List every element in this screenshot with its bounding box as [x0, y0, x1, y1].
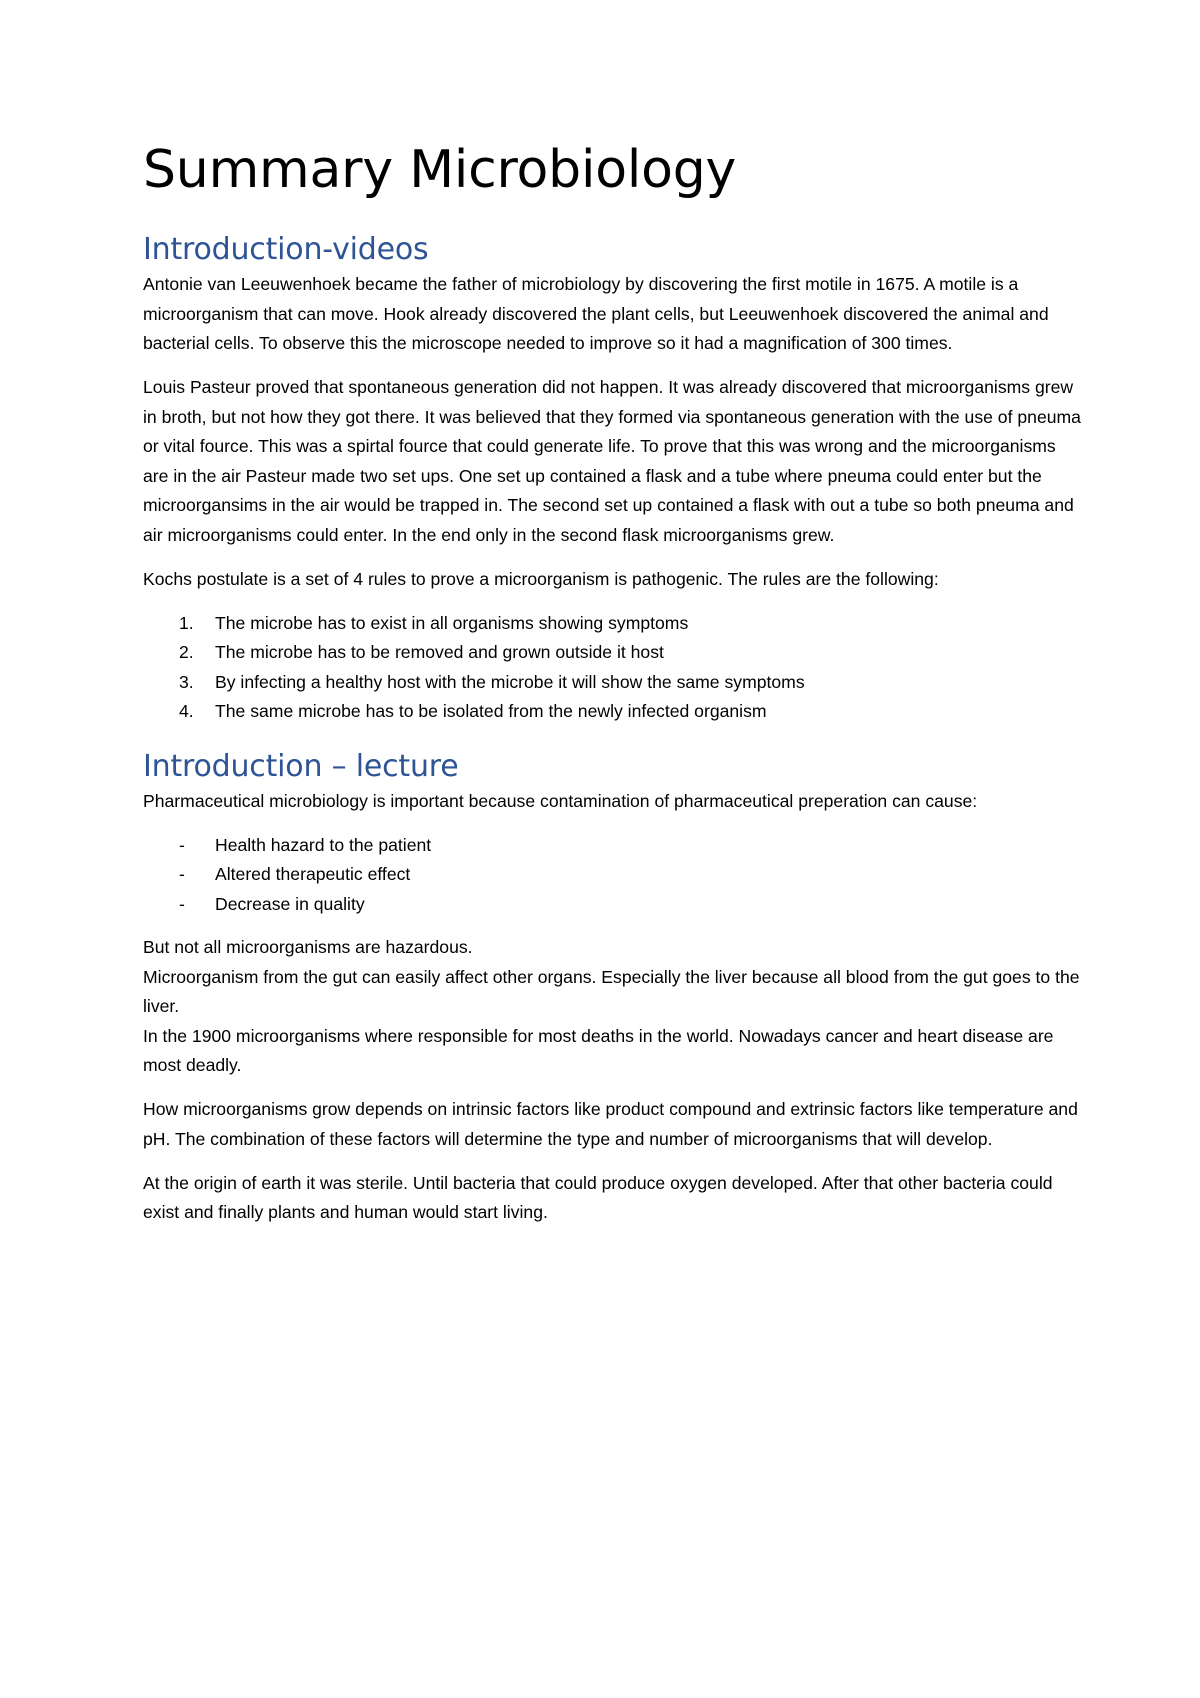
list-item	[143, 638, 1083, 668]
document-page	[143, 130, 1083, 1242]
list-item	[143, 860, 1083, 890]
list-number: 4.	[179, 701, 194, 721]
list-item-text: The microbe has to exist in all organisms showing symptoms	[215, 612, 689, 633]
list-dash: -	[179, 893, 185, 914]
list-item-text: Altered therapeutic effect	[215, 864, 411, 884]
paragraph-1900-deaths: In the 1900 microorganisms where responsible for most deaths in the world. Nowadays cancer and heart disease are most deadly.	[143, 1025, 1054, 1075]
list-item	[143, 668, 1083, 698]
list-item	[143, 890, 1083, 920]
list-item-text: Decrease in quality	[215, 893, 365, 914]
paragraph-gut-microorganisms: Microorganism from the gut can easily affect other organs. Especially the liver because all blood from the gut goes to the liver.	[143, 966, 1080, 1016]
document-title: Summary Microbiology	[143, 140, 737, 200]
list-item	[143, 609, 1083, 639]
list-dash: -	[179, 834, 185, 855]
paragraph-origin-of-earth: At the origin of earth it was sterile. Until bacteria that could produce oxygen developed. After that other bacteria could exist and finally plants and human would start living.	[143, 1172, 1053, 1222]
paragraph-kochs-postulate: Kochs postulate is a set of 4 rules to prove a microorganism is pathogenic. The rules are the following:	[143, 568, 939, 589]
paragraph-pasteur: Louis Pasteur proved that spontaneous generation did not happen. It was already discovered that microorganisms grew in broth, but not how they got there. It was believed that they formed via spontaneous generation with the use of pneuma or vital fource. This was a spirtal fource that could generate life. To prove that this was wrong and the microorganisms are in the air Pasteur made two set ups. One set up contained a flask and a tube where pneuma could enter but the microorgansims in the air would be trapped in. The second set up contained a flask with out a tube so both pneuma and air microorganisms could enter. In the end only in the second flask microorganisms grew.	[143, 377, 1081, 545]
section-heading-introduction-videos: Introduction-videos	[143, 232, 429, 267]
list-number: 3.	[179, 671, 194, 692]
list-item-text: The microbe has to be removed and grown outside it host	[215, 642, 664, 662]
list-item-text: Health hazard to the patient	[215, 834, 432, 855]
list-item-text: By infecting a healthy host with the microbe it will show the same symptoms	[215, 671, 805, 692]
kochs-rules-list	[143, 609, 1083, 727]
paragraph-not-all-hazardous: But not all microorganisms are hazardous.	[143, 937, 473, 957]
paragraph-growth-factors: How microorganisms grow depends on intrinsic factors like product compound and extrinsic factors like temperature and pH. The combination of these factors will determine the type and number of microorganisms that will develop.	[143, 1099, 1078, 1149]
section-heading-introduction-lecture: Introduction – lecture	[143, 748, 459, 784]
list-number: 1.	[179, 612, 194, 633]
list-dash: -	[179, 864, 185, 884]
paragraph-pharmaceutical-microbiology: Pharmaceutical microbiology is important because contamination of pharmaceutical preperation can cause:	[143, 790, 978, 811]
list-item-text: The same microbe has to be isolated from the newly infected organism	[215, 701, 767, 721]
list-item	[143, 697, 1083, 727]
contamination-effects-list	[143, 831, 1083, 920]
list-item	[143, 831, 1083, 861]
paragraph-leeuwenhoek: Antonie van Leeuwenhoek became the father of microbiology by discovering the first motile in 1675. A motile is a microorganism that can move. Hook already discovered the plant cells, but Leeuwenhoek discovered the animal and bacterial cells. To observe this the microscope needed to improve so it had a magnification of 300 times.	[143, 274, 1049, 353]
list-number: 2.	[179, 642, 194, 662]
